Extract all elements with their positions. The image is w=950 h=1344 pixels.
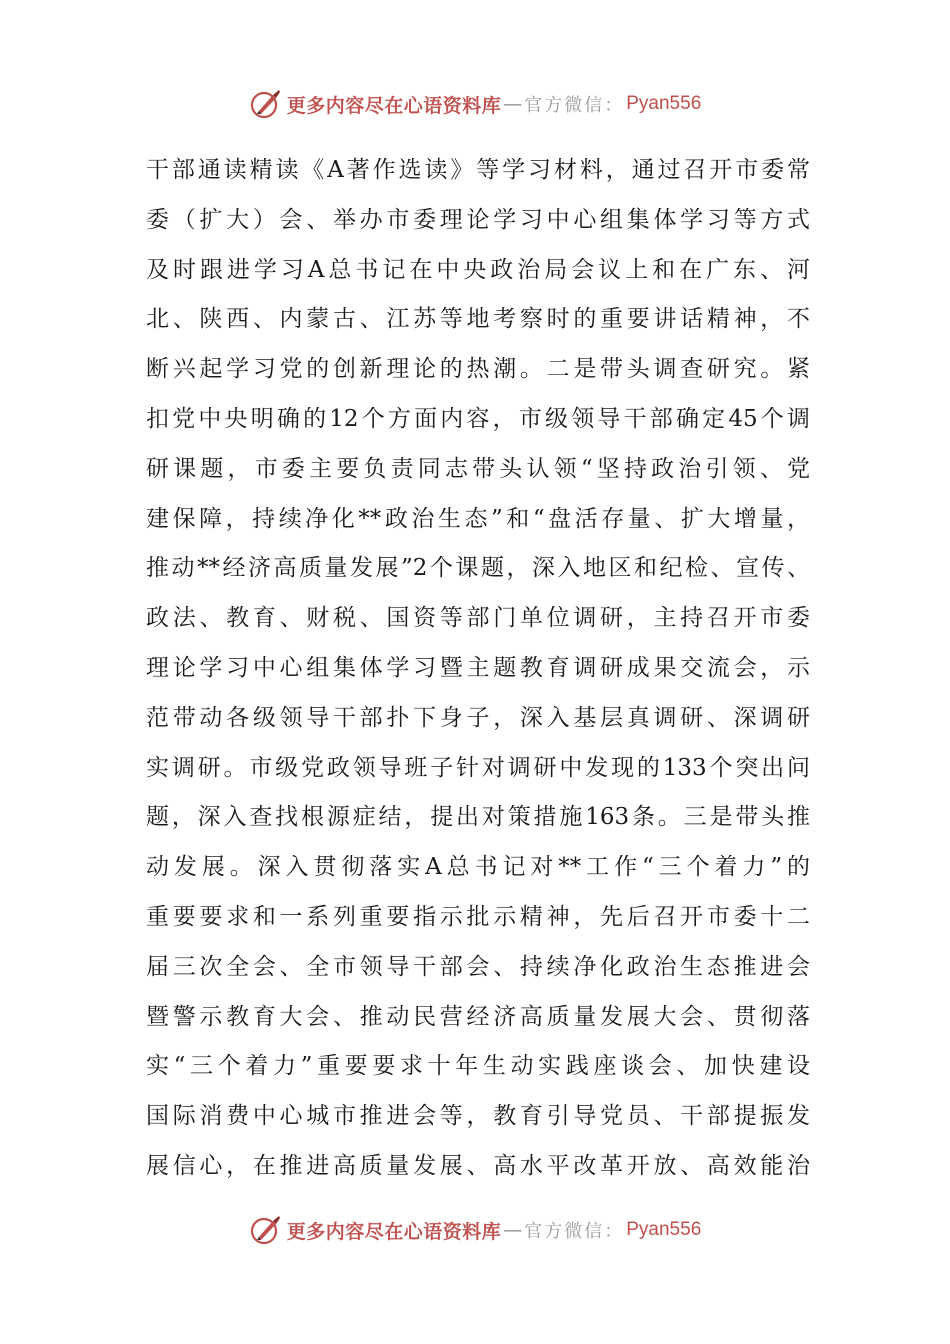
header-banner [0, 84, 950, 124]
banner-brand-text: 更多内容尽在心语资料库 [286, 94, 502, 117]
body-line: 暨警示教育大会、推动民营经济高质量发展大会、贯彻落 [146, 1003, 810, 1030]
banner-wechat-label: 官方微信： [524, 1221, 625, 1242]
body-line: 及时跟进学习A总书记在中央政治局会议上和在广东、河 [146, 256, 810, 283]
body-line: 委（扩大）会、举办市委理论学习中心组集体学习等方式 [146, 206, 810, 233]
banner-wechat-label: 官方微信： [524, 95, 625, 116]
body-line: 扣党中央明确的12个方面内容，市级领导干部确定45个调 [146, 405, 810, 432]
body-line: 推动**经济高质量发展”2个课题，深入地区和纪检、宣传、 [146, 555, 810, 582]
body-line: 重要要求和一系列重要指示批示精神，先后召开市委十二 [146, 903, 810, 930]
banner-brand-text: 更多内容尽在心语资料库 [286, 1220, 502, 1243]
footer-banner [0, 1210, 950, 1250]
banner-separator: — [503, 93, 523, 115]
body-line: 理论学习中心组集体学习暨主题教育调研成果交流会，示 [146, 654, 810, 681]
body-line: 范带动各级领导干部扑下身子，深入基层真调研、深调研 [146, 704, 810, 731]
body-line: 动发展。深入贯彻落实A总书记对**工作“三个着力”的 [146, 854, 810, 881]
body-line: 研课题，市委主要负责同志带头认领“坚持政治引领、党 [146, 455, 810, 482]
banner-wechat-id: Pyan556 [626, 1219, 702, 1240]
document-body [146, 146, 810, 1192]
quill-pen-seal-icon [249, 1213, 283, 1247]
body-line: 实调研。市级党政领导班子针对调研中发现的133个突出问 [146, 754, 810, 781]
body-line: 实“三个着力”重要要求十年生动实践座谈会、加快建设 [146, 1053, 810, 1080]
body-line: 题，深入查找根源症结，提出对策措施163条。三是带头推 [146, 804, 810, 831]
body-line: 北、陕西、内蒙古、江苏等地考察时的重要讲话精神，不 [146, 306, 810, 333]
body-line: 届三次全会、全市领导干部会、持续净化政治生态推进会 [146, 953, 810, 980]
quill-pen-seal-icon [249, 87, 283, 121]
body-line: 干部通读精读《A著作选读》等学习材料，通过召开市委常 [146, 157, 810, 183]
body-line: 建保障，持续净化**政治生态”和“盘活存量、扩大增量， [146, 505, 810, 532]
banner-separator: — [503, 1219, 523, 1241]
body-line: 断兴起学习党的创新理论的热潮。二是带头调查研究。紧 [146, 356, 810, 383]
body-line: 国际消费中心城市推进会等，教育引导党员、干部提振发 [146, 1103, 810, 1130]
banner-wechat-id: Pyan556 [626, 93, 702, 114]
body-line: 政法、教育、财税、国资等部门单位调研，主持召开市委 [146, 605, 810, 632]
body-line: 展信心，在推进高质量发展、高水平改革开放、高效能治 [146, 1152, 810, 1179]
